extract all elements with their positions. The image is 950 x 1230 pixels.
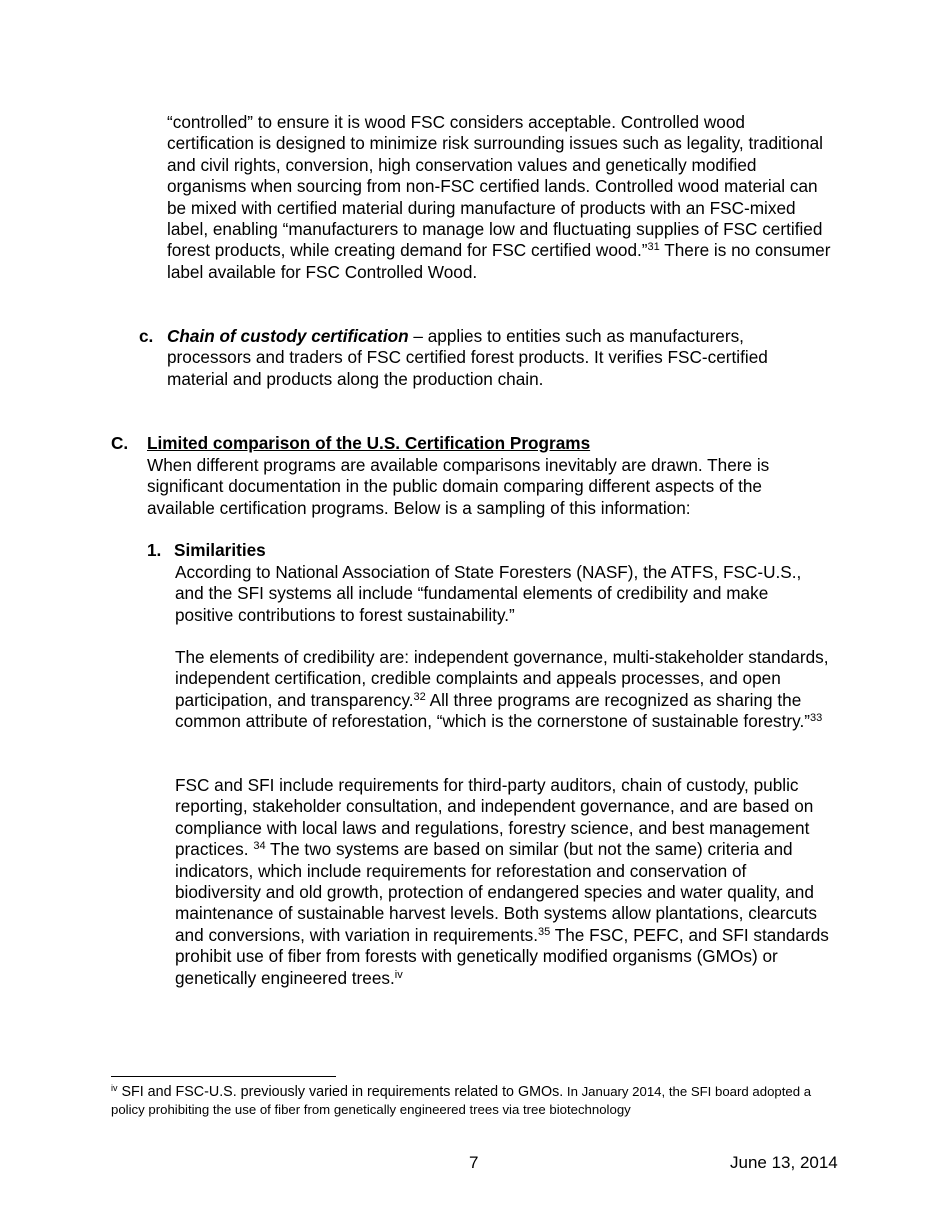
subsection-number: 1. [147,540,162,560]
paragraph-text: “controlled” to ensure it is wood FSC considers acceptable. Controlled wood certification is designed to minimize risk surrounding issues such as legality, traditional and civil rights, conversion, high conservation values and genetically modified organisms when sourcing from non-FSC certified lands. Controlled wood material can be mixed with certified material during manufacture of products with an FSC-mixed label, enabling “manufacturers to manage low and fluctuating supplies of FSC certified forest products, while creating demand for FSC certified wood.” [167,112,823,261]
similarities-paragraph-2 [175,647,830,733]
paragraph-text: FSC and SFI include requirements for third-party auditors, chain of custody, public reporting, stakeholder consultation, and independent governance, and are based on compliance with local laws and regulations, forestry science, and best management practices. [175,775,814,860]
footnote-reference[interactable]: 35 [538,925,551,938]
list-item-title: Chain of custody certification [167,326,409,346]
footnote-marker: iv [111,1083,118,1093]
list-item-text: – applies to entities such as manufacturers, processors and traders of FSC certified forest products. It verifies FSC-certified material and products along the production chain. [167,326,768,389]
paragraph-text: The two systems are based on similar (but not the same) criteria and indicators, which include requirements for reforestation and conservation of biodiversity and old growth, protection of endangered species and water quality, and maintenance of sustainable harvest levels. Both systems allow plantations, clearcuts and conversions, with variation in requirements. [175,839,817,945]
footnote-text: SFI and FSC-U.S. previously varied in requirements related to GMOs. [117,1084,564,1100]
controlled-wood-paragraph [167,112,832,283]
section-letter: C. [111,433,129,453]
paragraph-text: There is no consumer label available for FSC Controlled Wood. [167,240,831,282]
page-number: 7 [469,1153,479,1172]
footnote-text: In January 2014, the SFI board adopted a policy prohibiting the use of fiber from genetically engineered trees via tree biotechnology [111,1084,812,1117]
section-title: Limited comparison of the U.S. Certification Programs [147,433,591,453]
similarities-paragraph-3 [175,775,835,989]
subsection-title: Similarities [174,540,266,560]
paragraph-text: The FSC, PEFC, and SFI standards prohibit use of fiber from forests with genetically modified organisms (GMOs) or genetically engineered trees. [175,924,829,988]
footnote-reference[interactable]: iv [394,968,403,981]
subsection-heading [147,540,266,561]
footnote-reference[interactable]: 32 [413,690,426,703]
footnote [111,1083,831,1119]
list-marker: c. [139,326,154,346]
paragraph-text: The elements of credibility are: independent governance, multi-stakeholder standards, independent certification, credible complaints and appeals processes, and open participation, and transparency. [175,647,829,710]
paragraph-text: All three programs are recognized as sharing the common attribute of reforestation, “which is the cornerstone of sustainable forestry.” [175,689,810,732]
similarities-paragraph-1: According to National Association of State Foresters (NASF), the ATFS, FSC-U.S., and the SFI systems all include “fundamental elements of credibility and make positive contributions to forest sustainability.” [175,562,802,625]
section-intro-paragraph: When different programs are available comparisons inevitably are drawn. There is significant documentation in the public domain comparing different aspects of the available certification programs. Below is a sampling of this information: [147,455,770,518]
footnote-divider [111,1076,336,1077]
list-item-chain-of-custody [139,326,839,390]
list-item-body [167,326,832,390]
footnote-reference[interactable]: 33 [809,712,823,725]
footnote-reference[interactable]: 31 [647,241,660,254]
footnote-reference[interactable]: 34 [253,840,266,853]
page-date: June 13, 2014 [730,1153,838,1172]
